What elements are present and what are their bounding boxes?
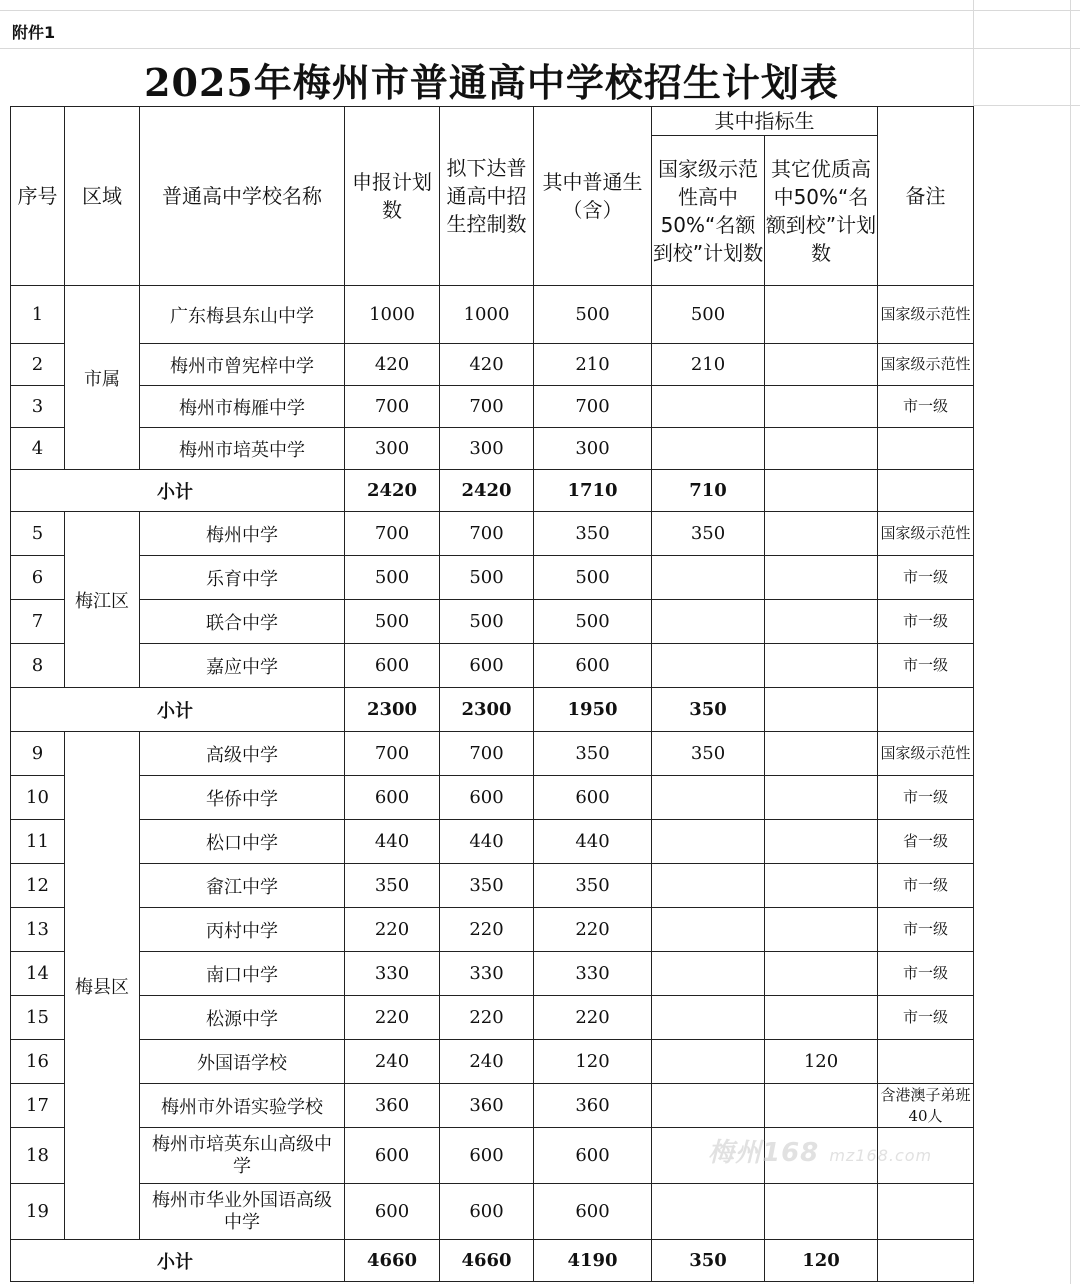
seq-cell: 10 [11,776,65,820]
subtotal-label: 小计 [11,1240,345,1282]
national-quota-cell [652,996,765,1040]
declared-cell: 300 [345,428,440,470]
table-row [11,732,974,776]
school-name-cell: 华侨中学 [140,776,345,820]
table-row [11,952,974,996]
subtotal-declared: 2420 [345,470,440,512]
declared-cell: 500 [345,556,440,600]
school-name-cell: 嘉应中学 [140,644,345,688]
table-row [11,776,974,820]
region-cell: 梅县区 [65,732,140,1240]
table-row [11,386,974,428]
declared-cell: 360 [345,1084,440,1128]
note-cell: 国家级示范性 [878,512,974,556]
regular-cell: 600 [534,1128,652,1184]
national-quota-cell [652,1040,765,1084]
site-watermark [708,1132,932,1169]
declared-cell: 600 [345,644,440,688]
other-quota-cell [765,864,878,908]
note-cell: 市一级 [878,386,974,428]
control-cell: 700 [440,386,534,428]
note-cell: 市一级 [878,776,974,820]
regular-cell: 220 [534,996,652,1040]
national-quota-cell [652,864,765,908]
national-quota-cell: 350 [652,732,765,776]
header-seq: 序号 [11,107,65,286]
header-other-quota: 其它优质高中50%“名额到校”计划数 [765,136,878,286]
other-quota-cell [765,1184,878,1240]
subtotal-label: 小计 [11,688,345,732]
subtotal-note [878,470,974,512]
header-declared: 申报计划数 [345,107,440,286]
subtotal-label: 小计 [11,470,345,512]
declared-cell: 700 [345,732,440,776]
school-name-cell: 外国语学校 [140,1040,345,1084]
control-cell: 220 [440,996,534,1040]
note-cell: 市一级 [878,864,974,908]
school-name-cell: 高级中学 [140,732,345,776]
control-cell: 600 [440,1184,534,1240]
subtotal-declared: 4660 [345,1240,440,1282]
other-quota-cell [765,344,878,386]
header-control-number: 拟下达普通高中招生控制数 [440,107,534,286]
declared-cell: 220 [345,996,440,1040]
control-cell: 600 [440,644,534,688]
table-row [11,996,974,1040]
school-name-cell: 松口中学 [140,820,345,864]
seq-cell: 15 [11,996,65,1040]
note-cell [878,428,974,470]
national-quota-cell: 350 [652,512,765,556]
other-quota-cell [765,428,878,470]
subtotal-control: 4660 [440,1240,534,1282]
school-name-cell: 松源中学 [140,996,345,1040]
seq-cell: 4 [11,428,65,470]
page-title: 2025年梅州市普通高中学校招生计划表 [144,60,839,105]
declared-cell: 350 [345,864,440,908]
subtotal-national-quota: 710 [652,470,765,512]
note-cell [878,1184,974,1240]
table-row [11,600,974,644]
table-row [11,1184,974,1240]
note-cell: 含港澳子弟班40人 [878,1084,974,1128]
control-cell: 440 [440,820,534,864]
table-row [11,512,974,556]
seq-cell: 11 [11,820,65,864]
sheet-gridline [1070,0,1071,1284]
seq-cell: 1 [11,286,65,344]
school-name-cell: 梅州市外语实验学校 [140,1084,345,1128]
subtotal-note [878,688,974,732]
school-name-cell: 梅州市华业外国语高级中学 [140,1184,345,1240]
subtotal-control: 2420 [440,470,534,512]
control-cell: 500 [440,600,534,644]
national-quota-cell [652,1184,765,1240]
note-cell: 市一级 [878,600,974,644]
other-quota-cell [765,732,878,776]
subtotal-other-quota: 120 [765,1240,878,1282]
national-quota-cell [652,776,765,820]
note-cell: 市一级 [878,556,974,600]
subtotal-row [11,470,974,512]
control-cell: 220 [440,908,534,952]
regular-cell: 300 [534,428,652,470]
other-quota-cell [765,820,878,864]
school-name-cell: 梅州中学 [140,512,345,556]
regular-cell: 500 [534,600,652,644]
other-quota-cell [765,1084,878,1128]
seq-cell: 5 [11,512,65,556]
region-cell: 市属 [65,286,140,470]
other-quota-cell [765,386,878,428]
national-quota-cell [652,600,765,644]
regular-cell: 600 [534,644,652,688]
national-quota-cell [652,1084,765,1128]
regular-cell: 210 [534,344,652,386]
declared-cell: 600 [345,1128,440,1184]
national-quota-cell: 500 [652,286,765,344]
other-quota-cell [765,776,878,820]
seq-cell: 9 [11,732,65,776]
national-quota-cell [652,820,765,864]
regular-cell: 350 [534,512,652,556]
other-quota-cell: 120 [765,1040,878,1084]
other-quota-cell [765,908,878,952]
subtotal-regular: 4190 [534,1240,652,1282]
subtotal-row [11,688,974,732]
regular-cell: 500 [534,286,652,344]
national-quota-cell [652,386,765,428]
school-name-cell: 梅州市梅雁中学 [140,386,345,428]
national-quota-cell [652,644,765,688]
table-row [11,344,974,386]
control-cell: 360 [440,1084,534,1128]
region-cell: 梅江区 [65,512,140,688]
declared-cell: 1000 [345,286,440,344]
subtotal-regular: 1950 [534,688,652,732]
school-name-cell: 联合中学 [140,600,345,644]
header-quota-group: 其中指标生 [652,107,878,136]
control-cell: 330 [440,952,534,996]
note-cell: 市一级 [878,644,974,688]
subtotal-national-quota: 350 [652,688,765,732]
regular-cell: 350 [534,864,652,908]
regular-cell: 600 [534,776,652,820]
seq-cell: 18 [11,1128,65,1184]
national-quota-cell [652,908,765,952]
school-name-cell: 乐育中学 [140,556,345,600]
note-cell: 国家级示范性 [878,286,974,344]
seq-cell: 16 [11,1040,65,1084]
seq-cell: 13 [11,908,65,952]
note-cell: 市一级 [878,908,974,952]
watermark-brand: 梅州168 [708,1138,820,1168]
declared-cell: 440 [345,820,440,864]
declared-cell: 420 [345,344,440,386]
subtotal-other-quota [765,688,878,732]
note-cell: 市一级 [878,952,974,996]
declared-cell: 700 [345,386,440,428]
other-quota-cell [765,556,878,600]
declared-cell: 240 [345,1040,440,1084]
regular-cell: 360 [534,1084,652,1128]
subtotal-note [878,1240,974,1282]
table-row [11,908,974,952]
subtotal-control: 2300 [440,688,534,732]
control-cell: 1000 [440,286,534,344]
declared-cell: 700 [345,512,440,556]
header-regular-students: 其中普通生（含） [534,107,652,286]
header-school-name: 普通高中学校名称 [140,107,345,286]
watermark-domain: mz168.com [829,1146,933,1165]
enrollment-plan-table [10,106,974,1282]
declared-cell: 600 [345,1184,440,1240]
note-cell: 省一级 [878,820,974,864]
control-cell: 420 [440,344,534,386]
control-cell: 700 [440,732,534,776]
note-cell: 国家级示范性 [878,344,974,386]
table-row [11,644,974,688]
note-cell [878,1040,974,1084]
school-name-cell: 南口中学 [140,952,345,996]
table-row [11,286,974,344]
national-quota-cell [652,556,765,600]
other-quota-cell [765,600,878,644]
note-cell: 市一级 [878,996,974,1040]
control-cell: 300 [440,428,534,470]
other-quota-cell [765,512,878,556]
subtotal-row [11,1240,974,1282]
regular-cell: 350 [534,732,652,776]
declared-cell: 600 [345,776,440,820]
subtotal-other-quota [765,470,878,512]
table-row [11,864,974,908]
table-row [11,556,974,600]
seq-cell: 14 [11,952,65,996]
national-quota-cell [652,952,765,996]
table-row [11,820,974,864]
control-cell: 600 [440,776,534,820]
national-quota-cell [652,428,765,470]
seq-cell: 17 [11,1084,65,1128]
header-national-quota: 国家级示范性高中50%“名额到校”计划数 [652,136,765,286]
header-note: 备注 [878,107,974,286]
school-name-cell: 广东梅县东山中学 [140,286,345,344]
seq-cell: 7 [11,600,65,644]
other-quota-cell [765,644,878,688]
other-quota-cell [765,996,878,1040]
seq-cell: 3 [11,386,65,428]
declared-cell: 330 [345,952,440,996]
control-cell: 240 [440,1040,534,1084]
seq-cell: 2 [11,344,65,386]
national-quota-cell: 210 [652,344,765,386]
regular-cell: 220 [534,908,652,952]
school-name-cell: 梅州市培英东山高级中学 [140,1128,345,1184]
sheet-gridline [0,48,1080,49]
seq-cell: 8 [11,644,65,688]
table-row [11,428,974,470]
control-cell: 500 [440,556,534,600]
declared-cell: 500 [345,600,440,644]
subtotal-declared: 2300 [345,688,440,732]
seq-cell: 6 [11,556,65,600]
note-cell: 国家级示范性 [878,732,974,776]
subtotal-regular: 1710 [534,470,652,512]
regular-cell: 120 [534,1040,652,1084]
seq-cell: 19 [11,1184,65,1240]
regular-cell: 600 [534,1184,652,1240]
sheet-gridline [0,10,1080,11]
table-row [11,1084,974,1128]
attachment-label: 附件1 [12,23,56,42]
control-cell: 600 [440,1128,534,1184]
seq-cell: 12 [11,864,65,908]
regular-cell: 500 [534,556,652,600]
control-cell: 350 [440,864,534,908]
control-cell: 700 [440,512,534,556]
school-name-cell: 梅州市曾宪梓中学 [140,344,345,386]
school-name-cell: 丙村中学 [140,908,345,952]
declared-cell: 220 [345,908,440,952]
school-name-cell: 畲江中学 [140,864,345,908]
regular-cell: 330 [534,952,652,996]
subtotal-national-quota: 350 [652,1240,765,1282]
other-quota-cell [765,286,878,344]
table-row [11,1040,974,1084]
regular-cell: 440 [534,820,652,864]
sheet-gridline [973,105,1080,106]
school-name-cell: 梅州市培英中学 [140,428,345,470]
regular-cell: 700 [534,386,652,428]
other-quota-cell [765,952,878,996]
header-region: 区域 [65,107,140,286]
